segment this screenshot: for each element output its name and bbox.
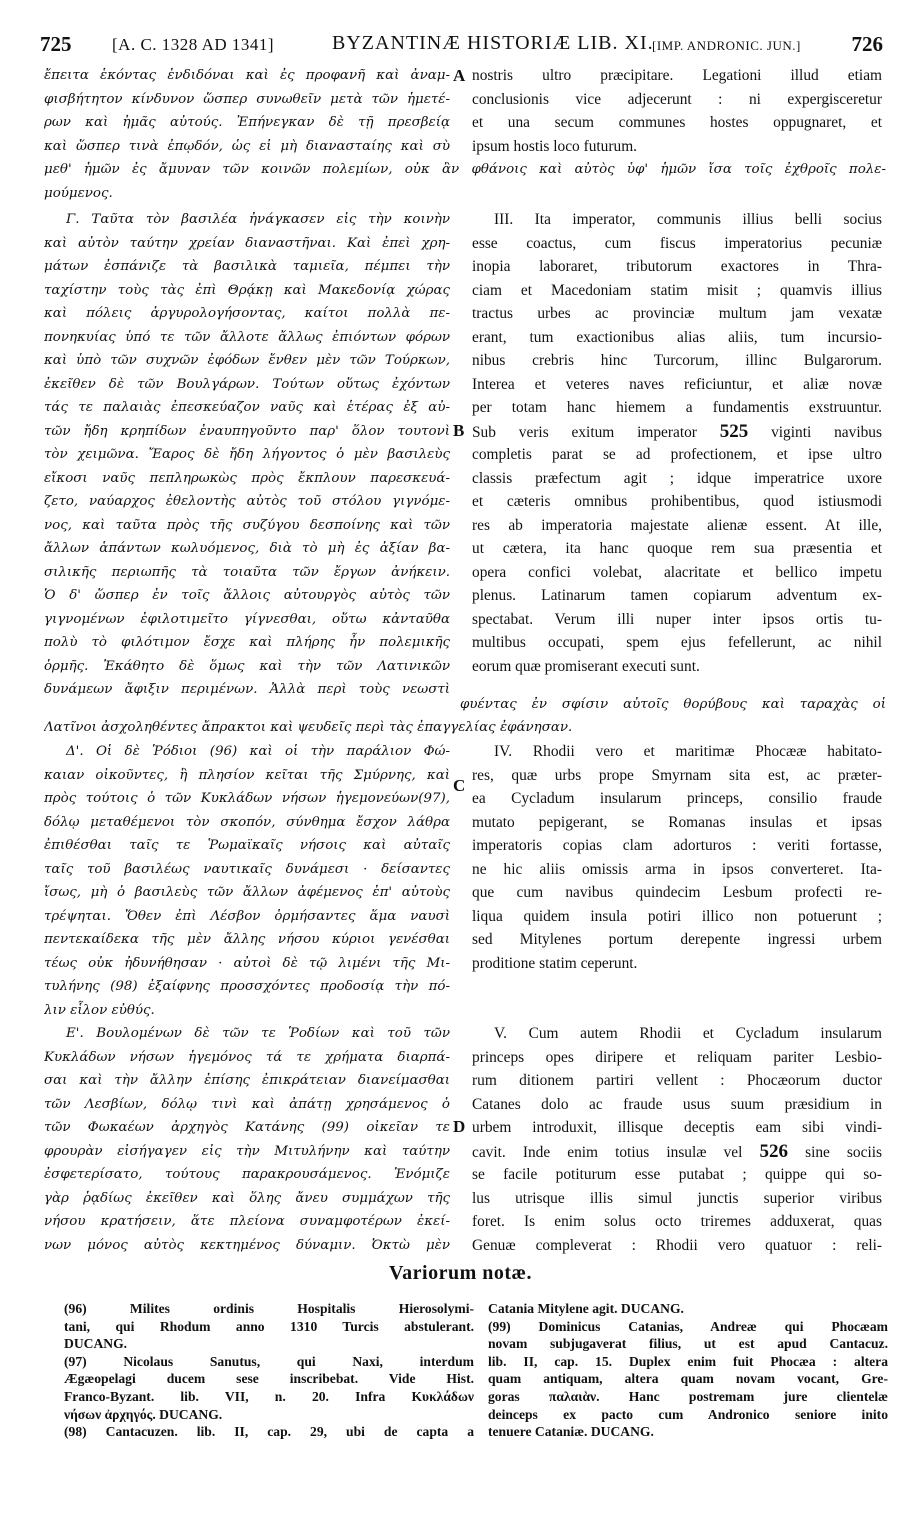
- latin-line: esse coactus, cum fiscus imperatorius pecuniæ: [472, 234, 882, 252]
- latin-column-top: [472, 64, 882, 158]
- note-line: (98) Cantacuzen. lib. II, cap. 29, ubi de capta a: [64, 1424, 474, 1440]
- page-number-right: 726: [851, 32, 883, 56]
- note-line: novam subjugaverat filius, ut est apud Cantacuz.: [488, 1336, 888, 1352]
- greek-line: πολὺ τὸ φιλότιμον ἔσχε καὶ πλήρης ἦν πολεμικῆς: [44, 635, 450, 650]
- latin-line: foret. Is enim solus octo triremes adduxerat, quas: [472, 1213, 882, 1230]
- latin-line: eorum quæ promiserant executi sunt.: [472, 657, 700, 675]
- bridge-line-1: [44, 158, 886, 205]
- latin-line: IV. Rhodii vero et maritimæ Phocææ habitato-: [494, 743, 882, 760]
- greek-line: ρων καὶ ἡμᾶς αὐτούς. Ἐπήνεγκαν δὲ τῇ πρεσβείᾳ: [44, 115, 450, 130]
- header-title: BYZANTINÆ HISTORIÆ LIB. XI.: [332, 32, 654, 54]
- greek-line: τυλήνης (98) ἐξαίφνης προσσχόντες προδοσίᾳ τὴν πό-: [44, 979, 450, 994]
- margin-mark-a: A: [453, 66, 466, 85]
- latin-text: Sub veris exitum imperator: [472, 423, 697, 441]
- latin-section-iv: [472, 740, 882, 975]
- latin-line: et una secum communes hostes oppugnaret, et: [472, 114, 882, 131]
- latin-line: plenus. Latinarum tamen copiarum adventum ex-: [472, 587, 882, 604]
- latin-line: erant, tum exactionibus alias aliis, tum incursio-: [472, 328, 882, 346]
- latin-line: imperatoris copias clam adorturos : veriti fortasse,: [472, 837, 882, 854]
- greek-line: πεντεκαίδεκα τῆς μὲν ἄλλης νήσου κύριοι γενέσθαι: [44, 932, 450, 947]
- greek-line: λιν εἷλον εὐθύς.: [44, 1002, 155, 1018]
- notes-left-column: [64, 1300, 474, 1441]
- latin-line: mutato pepigerant, se Romanas insulas et ipsas: [472, 813, 882, 831]
- edition-page-number: 526: [759, 1140, 788, 1162]
- latin-line: urbem introduxit, illisque deceptis eam sibi vindi-: [472, 1119, 882, 1136]
- greek-line: τὸν χειμῶνα. Ἔαρος δὲ ἤδη λήγοντος ὁ μὲν βασιλεὺς: [44, 447, 450, 462]
- latin-line-with-number: [472, 1140, 882, 1164]
- note-line: Ægæopelagi ducem sese inscribebat. Vide Hist.: [64, 1371, 474, 1387]
- note-line: Franco-Byzant. lib. VII, n. 20. Infra Κυκλάδων: [64, 1388, 474, 1404]
- greek-line: ἐπιθέσθαι ταῖς τε Ῥωμαϊκαῖς νήσοις καὶ αὐταῖς: [44, 838, 450, 853]
- margin-mark-d: D: [453, 1117, 466, 1136]
- bridge-text: φυέντας ἐν σφίσιν αὐτοῖς θορύβους καὶ ταραχὰς οἱ: [460, 697, 886, 712]
- latin-line: ut cætera, ita hanc quoque rem sua præsentia et: [472, 540, 882, 557]
- note-line: Catania Mitylene agit. DUCANG.: [488, 1301, 684, 1316]
- edition-page-number: 525: [719, 420, 749, 442]
- greek-line: σαι καὶ τὴν ἄλλην ἐπίσης ἐπικράτειαν διανείμασθαι: [44, 1073, 450, 1088]
- greek-line: δόλῳ μεταθέμενοι τὸν σκοπόν, σύνθημα ἔσχον λάθρα: [44, 814, 450, 830]
- note-line: (96) Milites ordinis Hospitalis Hierosolymi-: [64, 1301, 474, 1316]
- latin-line: sed Mitylenes portum derepente ingressi urbem: [472, 931, 882, 948]
- greek-section-gamma: [44, 208, 450, 702]
- latin-line: conclusionis vice adjecerunt : ni expergisceretur: [472, 90, 882, 108]
- latin-line-with-number: [472, 420, 882, 444]
- latin-line: classis præfectum agit ; idque imperatrice uxore: [472, 469, 882, 487]
- latin-line: V. Cum autem Rhodii et Cycladum insularum: [494, 1025, 882, 1042]
- greek-line: Δ'. Οἱ δὲ Ῥόδιοι (96) καὶ οἱ τὴν παράλιον Φώ-: [66, 744, 450, 759]
- greek-line: ἐσφετερίσατο, τούτους παρακρουσάμενος. Ἐνόμιζε: [44, 1167, 450, 1182]
- greek-line: τάς τε παλαιὰς ἐπεσκεύαζον ναῦς καὶ ἑτέρας ἐξ αὐ-: [44, 400, 450, 415]
- bridge-line-2: [460, 693, 886, 717]
- latin-line: ea Cycladum insularum princeps, consilio fraude: [472, 790, 882, 807]
- greek-section-epsilon: [44, 1022, 450, 1257]
- greek-line: μούμενος.: [44, 185, 113, 201]
- greek-line: ὁρμῆς. Ἐκάθητο δὲ ὅμως καὶ τὴν τῶν Λατινικῶν: [44, 658, 450, 674]
- note-line: tenuere Cataniæ. DUCANG.: [488, 1424, 654, 1440]
- latin-line: rum ditionem partiri vellent : Phocæorum ductor: [472, 1072, 882, 1089]
- latin-text: cavit. Inde enim totius insulæ vel: [472, 1143, 743, 1161]
- bridge-text: μεθ' ἡμῶν ἐς ἄμυναν τῶν κοινῶν πολεμίων, οὐκ ἂν φθάνοις καὶ αὐτὸς ὑφ' ἡμῶν ἴσα τοῖς ἐχθροῖς πολε-: [44, 162, 886, 177]
- latin-line: tractus urbes ac provinciæ multum jam vexatæ: [472, 305, 882, 322]
- latin-line: III. Ita imperator, communis illius belli socius: [494, 211, 882, 228]
- greek-line: Γ. Ταῦτα τὸν βασιλέα ἠνάγκασεν εἰς τὴν κοινὴν: [66, 212, 450, 227]
- note-line: deinceps ex pacto cum Andronico seniore inito: [488, 1406, 888, 1422]
- greek-line: ζετο, ναύαρχος ἐθελοντὴς αὐτὸς τοῦ στόλου γιγνόμε-: [44, 494, 450, 509]
- greek-line: ἴσως, μὴ ὁ βασιλεὺς τῶν ἄλλων ἀφέμενος ἐπ' αὐτοὺς: [44, 885, 450, 900]
- greek-line: νος, καὶ ταῦτα πρὸς τῆς συζύγου δεσποίνης καὶ τῶν: [44, 517, 450, 533]
- latin-line: lus utrisque illis simul junctis superior viribus: [472, 1189, 882, 1207]
- note-line: tani, qui Rhodum anno 1310 Turcis abstulerant.: [64, 1318, 474, 1334]
- margin-mark-b: B: [453, 421, 465, 440]
- greek-line: ἔπειτα ἑκόντας ἐνδιδόναι καὶ ἐς προφανῆ καὶ ἀναμ-: [44, 68, 450, 83]
- latin-line: et cæteris omnibus prohibentibus, quod istiusmodi: [472, 493, 882, 510]
- greek-line: γὰρ ῥᾳδίως ἐκεῖθεν καὶ ὅλης ἄνευ συμμάχων τῆς: [44, 1190, 450, 1206]
- latin-line: per totam hanc hiemem a fundamentis exstruuntur.: [472, 399, 882, 416]
- greek-line: καιαν οἰκοῦντες, ἣ πλησίον κεῖται τῆς Σμύρνης, καὶ: [44, 767, 450, 783]
- bridge-line-3: [44, 716, 886, 740]
- latin-line: Catanes dolo ac fraude usus suum præsidium in: [472, 1095, 882, 1113]
- latin-line: nibus crebris hinc Turcorum, illinc Bulgarorum.: [472, 352, 882, 369]
- greek-line: νων μόνος αὐτὸς κεκτημένος δύναμιν. Ὀκτὼ μὲν: [44, 1237, 450, 1253]
- latin-section-v: [472, 1022, 882, 1257]
- greek-line: μάτων ἐσπάνιζε τὰ βασιλικὰ ταμιεῖα, πέμπει τὴν: [44, 259, 450, 274]
- greek-line: φρουρὰν εἰσήγαγεν εἰς τὴν Μιτυλήνην καὶ ταύτην: [44, 1143, 450, 1159]
- latin-line: nostris ultro præcipitare. Legationi illud etiam: [472, 67, 882, 84]
- running-header: [40, 32, 883, 60]
- greek-line: γιγνομένων ἐφιλοτιμεῖτο γίγνεσθαι, οὕτω κἀνταῦθα: [44, 611, 450, 627]
- latin-line: res, quæ urbs prope Smyrnam sita est, ac præter-: [472, 766, 882, 784]
- latin-section-iii: [472, 208, 882, 678]
- latin-line: ne hic aliis omissis arma in ipsos converteret. Ita-: [472, 860, 882, 878]
- latin-line: Interea et veteres naves reficiuntur, et aliæ novæ: [472, 375, 882, 393]
- greek-line: Κυκλάδων νήσων ἡγεμόνος τά τε χρήματα διαρπά-: [44, 1049, 450, 1065]
- latin-line: res ab imperatoria majestate alienæ essent. At ille,: [472, 516, 882, 534]
- latin-line: se facile potiturum esse putabat ; quippe qui so-: [472, 1166, 882, 1183]
- latin-line: ipsum hostis loco futurum.: [472, 137, 638, 155]
- greek-section-delta: [44, 740, 450, 1022]
- greek-line: σιλικῆς περιωπῆς τὰ τοιαῦτα τῶν ἔργων ἀνήκειν.: [44, 564, 450, 580]
- greek-line: εἴκοσι ναῦς πεπληρωκὼς πρὸς ἔκπλουν παρεσκευά-: [44, 470, 450, 486]
- greek-line: ἄλλων ἁπάντων κωλυόμενος, διὰ τὸ μὴ ἐς ἀξίαν βα-: [44, 541, 450, 556]
- greek-line: Λατῖνοι ἀσχοληθέντες ἄπρακτοι καὶ ψευδεῖς περὶ τὰς ἐπαγγελίας ἐφάνησαν.: [44, 720, 573, 735]
- margin-mark-c: C: [453, 776, 466, 795]
- latin-text: viginti navibus: [771, 423, 882, 441]
- latin-line: princeps opes diripere et reliquam pariter Lesbio-: [472, 1048, 882, 1066]
- note-line: DUCANG.: [64, 1336, 128, 1352]
- greek-line: δυνάμεων ἄφιξιν περιμένων. Ἀλλὰ περὶ τοὺς νεωστὶ: [44, 682, 450, 697]
- latin-line: opera confici volebat, alacritate et bellico impetu: [472, 563, 882, 581]
- greek-line: Ὁ δ' ὥσπερ ἐν τοῖς ἄλλοις αὐτουργὸς αὐτὸς τῶν: [44, 588, 450, 603]
- greek-line: τρέψηται. Ὅθεν ἐπὶ Λέσβον ὁρμήσαντες ἅμα ναυσὶ: [44, 908, 450, 924]
- latin-line: inopia laboraret, tributorum exactores in Thra-: [472, 258, 882, 275]
- note-line: goras παλαιὰν. Hanc postremam jure clientelæ: [488, 1388, 888, 1404]
- note-line: lib. II, cap. 15. Duplex enim fuit Phocæa : altera: [488, 1353, 888, 1369]
- latin-line: Genuæ compleverat : Rhodii vero quatuor : reli-: [472, 1236, 882, 1254]
- latin-line: multibus occupati, spem ejus fefellerunt, ac nihil: [472, 634, 882, 651]
- greek-line: καὶ πόλεις ἀργυρολογήσοντας, καίτοι πολλὰ πε-: [44, 306, 450, 321]
- greek-line: ταῖς τοῦ βασιλέως ναυτικαῖς δυνάμεσι · δείσαντες: [44, 861, 450, 877]
- greek-column-top: [44, 64, 450, 158]
- latin-line: que cum navibus quindecim Lesbum profecti re-: [472, 884, 882, 901]
- latin-line: proditione statim ceperunt.: [472, 954, 638, 972]
- header-emperor: [IMP. ANDRONIC. JUN.]: [652, 38, 801, 53]
- greek-line: καὶ ὥσπερ τινὰ ἐπῳδόν, ὡς εἰ μὴ διαναστα‍ίης καὶ σὺ: [44, 138, 450, 154]
- greek-line: ταχίστην τοὺς τὰς ἐπὶ Θρᾴκῃ καὶ Μακεδονίᾳ χώρας: [44, 282, 450, 298]
- greek-line: φισβήτητον κίνδυνον ὥσπερ συνωθεῖν μετὰ τῶν ἡμετέ-: [44, 91, 450, 107]
- greek-line: Ε'. Βουλομένων δὲ τῶν τε Ῥοδίων καὶ τοῦ τῶν: [66, 1026, 450, 1041]
- greek-line: πρὸς τούτοις ὁ τῶν Κυκλάδων νήσων ἡγεμονεύων(97),: [44, 791, 450, 806]
- greek-line: τῶν Φωκαέων ἀρχηγὸς Κατάνης (99) οἰκεῖαν τε: [44, 1120, 450, 1135]
- latin-line: completis parat se ad profectionem, et ipse ultro: [472, 446, 882, 463]
- greek-line: πονηκυίας ὑπό τε τῶν ἄλλοτε ἄλλως ἐπιόντων φόρων: [44, 329, 450, 345]
- greek-line: τέως οὐκ ἠδυνήθησαν · αὐτοὶ δὲ τῷ λιμένι τῆς Μι-: [44, 955, 450, 971]
- header-years: [A. C. 1328 AD 1341]: [112, 35, 275, 54]
- notes-heading: Variorum notæ.: [389, 1262, 532, 1284]
- note-line: quam antiquam, altera quam novam vocant, Gre-: [488, 1371, 888, 1387]
- latin-line: liqua quidem insula potiri illico non potuerunt ;: [472, 907, 882, 925]
- latin-text: sine sociis: [805, 1143, 882, 1161]
- greek-line: νήσου κρατήσειν, ἅτε πλείονα συναμφοτέρων ἐκεί-: [44, 1214, 450, 1229]
- note-line: (99) Dominicus Catanias, Andreæ qui Phocæam: [488, 1318, 888, 1334]
- greek-line: τῶν ἤδη κρηπίδων ἐναυπηγοῦντο παρ' ὅλον τουτονὶ: [44, 423, 450, 439]
- page-number-left: 725: [40, 32, 72, 56]
- notes-right-column: [488, 1300, 888, 1441]
- greek-line: καὶ ὑπὸ τῶν συχνῶν ἐφόδων ἔνθεν μὲν τῶν Τούρκων,: [44, 353, 450, 368]
- greek-line: ἐκεῖθεν δὲ τῶν Βουλγάρων. Τούτων οὕτως ἐχόντων: [44, 376, 450, 392]
- latin-line: spectabat. Verum illi nuper inter ipsos ortis tu-: [472, 610, 882, 628]
- greek-line: καὶ αὐτὸν ταύτην χρείαν διαναστῆναι. Καὶ ἐπεὶ χρη-: [44, 235, 450, 251]
- latin-line: ciam et Macedoniam statim misit ; quamvis illius: [472, 281, 882, 299]
- note-line: (97) Nicolaus Sanutus, qui Naxi, interdum: [64, 1353, 474, 1369]
- note-line: νήσων ἀρχηγός. DUCANG.: [64, 1406, 223, 1422]
- greek-line: τῶν Λεσβίων, δόλῳ τινὶ καὶ ἀπάτῃ χρησάμενος ὁ: [44, 1096, 450, 1112]
